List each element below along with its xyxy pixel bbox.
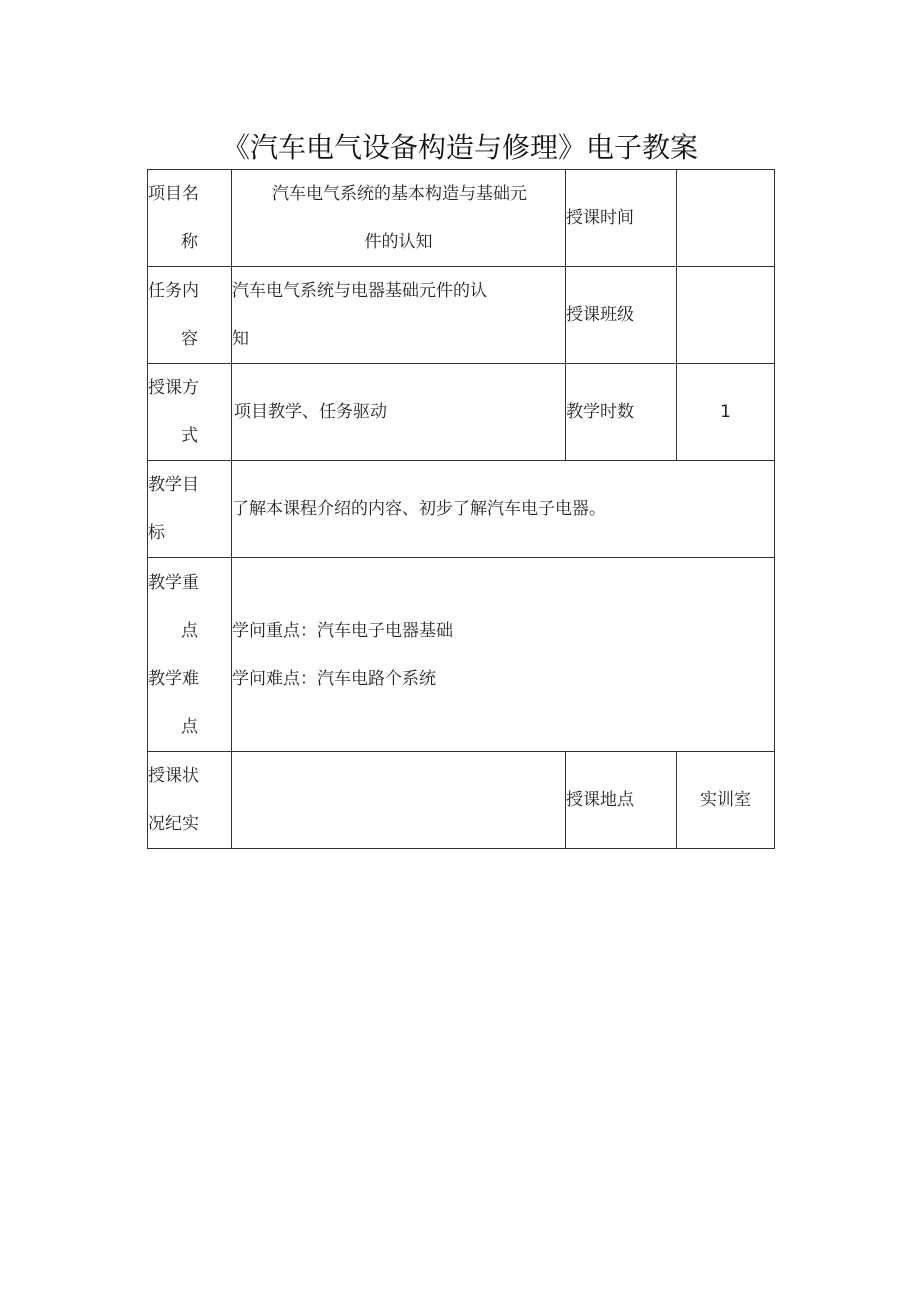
table-row-teaching-method (148, 364, 775, 461)
task-content-label (148, 267, 232, 364)
teaching-method-value: 项目教学、任务驱动 (232, 364, 566, 461)
teaching-hours-label: 教学时数 (566, 364, 677, 461)
value-line: 学问难点：汽车电路个系统 (232, 668, 436, 689)
teaching-record-label (148, 752, 232, 849)
task-content-value (232, 267, 566, 364)
key-points-label (148, 558, 232, 752)
label-line: 教学重 (148, 572, 199, 593)
teaching-class-label: 授课班级 (566, 267, 677, 364)
label-line: 点 (181, 716, 198, 737)
teaching-goal-value: 了解本课程介绍的内容、初步了解汽车电子电器。 (232, 461, 775, 558)
label-line: 标 (148, 523, 165, 543)
document-title: 《汽车电气设备构造与修理》电子教案 (221, 131, 698, 164)
label-line: 容 (181, 329, 198, 349)
table-row-key-points (148, 558, 775, 752)
label-line: 项目名 (148, 184, 199, 204)
label-line: 况纪实 (148, 814, 199, 834)
project-name-label (148, 170, 232, 267)
teaching-location-label: 授课地点 (566, 752, 677, 849)
teaching-location-value: 实训室 (677, 752, 775, 849)
label-line: 授课状 (148, 766, 199, 786)
table-row-task-content (148, 267, 775, 364)
table-row-teaching-record (148, 752, 775, 849)
teaching-goal-label (148, 461, 232, 558)
value-line: 件的认知 (364, 232, 433, 252)
project-name-value (232, 170, 566, 267)
teaching-method-label (148, 364, 232, 461)
value-line: 汽车电气系统与电器基础元件的认 (232, 281, 487, 301)
teaching-time-value (677, 170, 775, 267)
table-row-project-name (148, 170, 775, 267)
label-line: 任务内 (148, 281, 199, 301)
teaching-time-label: 授课时间 (566, 170, 677, 267)
key-points-value (232, 558, 775, 752)
value-line: 知 (232, 329, 249, 349)
value-line: 学问重点：汽车电子电器基础 (232, 620, 453, 641)
teaching-record-value (232, 752, 566, 849)
label-line: 点 (181, 620, 198, 641)
lesson-plan-table (147, 169, 775, 849)
label-line: 教学目 (148, 475, 199, 495)
teaching-hours-value: 1 (677, 364, 775, 461)
label-line: 式 (181, 426, 198, 446)
label-line: 教学难 (148, 668, 199, 689)
table-row-teaching-goal (148, 461, 775, 558)
label-line: 授课方 (148, 378, 199, 398)
teaching-class-value (677, 267, 775, 364)
label-line: 称 (181, 232, 198, 252)
value-line: 汽车电气系统的基本构造与基础元 (272, 184, 527, 204)
